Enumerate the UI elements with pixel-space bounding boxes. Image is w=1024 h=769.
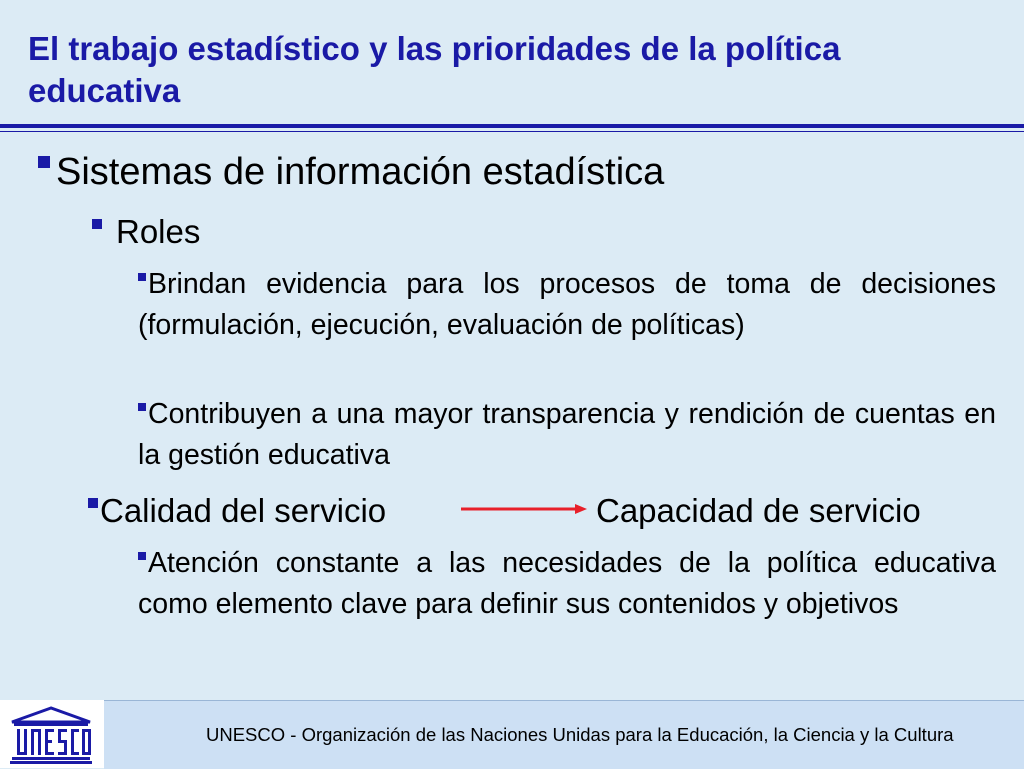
square-bullet-icon [88,498,98,508]
bullet-level3-item [138,543,996,625]
title-divider-thin [0,131,1024,132]
bullet-level3-item [138,394,996,476]
square-bullet-icon [38,156,50,168]
unesco-logo-icon [8,706,94,764]
roles-label: Roles [116,213,201,250]
square-bullet-icon [138,403,146,411]
roles-item-text: Contribuyen a una mayor transparencia y rendición de cuentas en la gestión educativa [138,398,996,471]
bullet-level3-item [138,264,996,346]
heading-text: Sistemas de información estadística [56,151,665,193]
right-arrow-icon [461,502,587,516]
quality-item-text: Atención constante a las necesidades de la política educativa como elemento clave para definir sus contenidos y objetivos [138,547,996,620]
square-bullet-icon [138,273,146,281]
quality-left-text: Calidad del servicio [100,492,387,529]
quality-right-text: Capacidad de servicio [596,492,921,529]
title-divider [0,124,1024,128]
square-bullet-icon [138,552,146,560]
slide-title: El trabajo estadístico y las prioridades de la política educativa [28,30,841,109]
bullet-level1-heading [38,148,664,196]
bullet-level2-roles [92,210,200,254]
roles-item-text: Brindan evidencia para los procesos de toma de decisiones (formulación, ejecución, evaluación de políticas) [138,268,996,341]
square-bullet-icon [92,219,102,229]
footer-logo-area [0,700,104,768]
footer-text: UNESCO - Organización de las Naciones Unidas para la Educación, la Ciencia y la Cultura [206,724,954,745]
footer [0,700,1024,768]
bullet-quality-line [88,488,921,534]
